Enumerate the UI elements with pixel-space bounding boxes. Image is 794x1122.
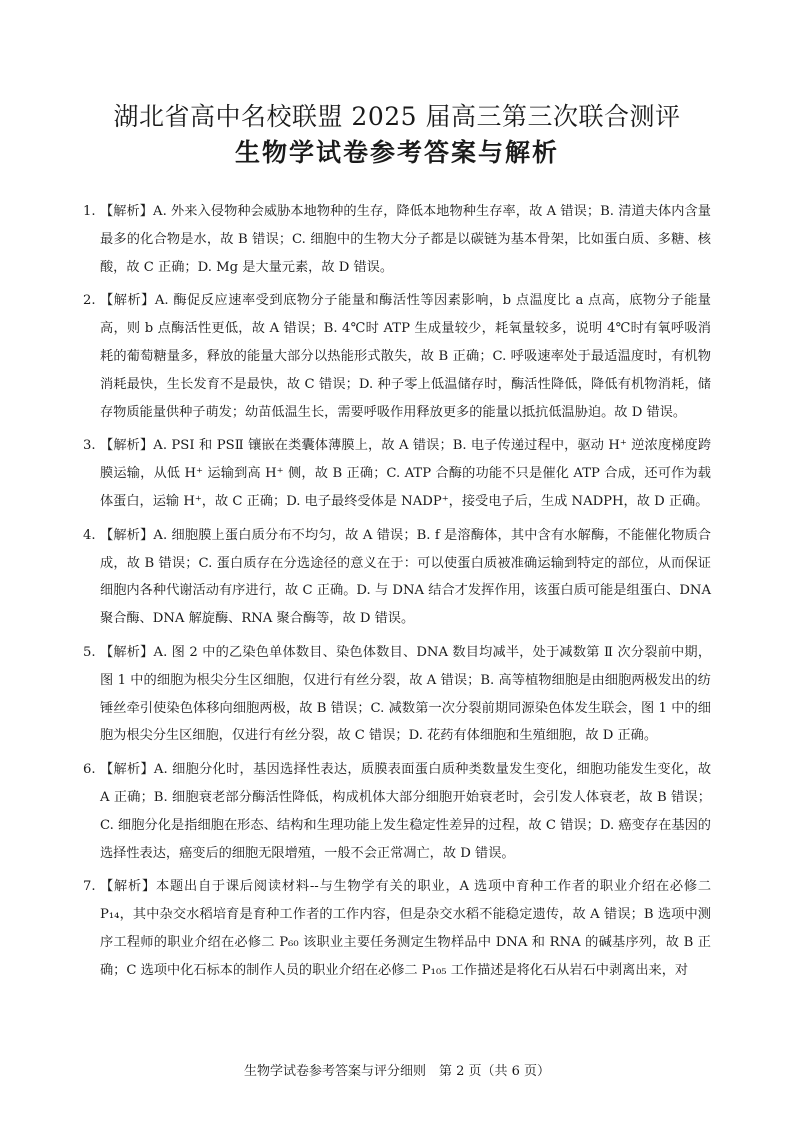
answer-item-4 (83, 522, 711, 633)
item-number: 2. (83, 293, 96, 309)
analysis-tag: 【解析】 (100, 879, 156, 895)
analysis-tag: 【解析】 (100, 438, 154, 454)
item-number: 1. (83, 204, 96, 219)
analysis-text: 本题出自于课后阅读材料--与生物学有关的职业，A 选项中育种工作者的职业介绍在必修二 P₁₄，其中杂交水稻培育是育种工作者的工作内容，但是杂交水稻不能稳定遗传，故 A 错误；B 选项中测序工程师的职业介绍在必修二 P₆₀ 该职业主要任务测定生物样品中 DNA 和 RNA 的碱基序列，故 B 正确；C 选项中化石标本的制作人员的职业介绍在必修二 P₁₀₅ 工作描述是将化石从岩石中剥离出来，对 (100, 879, 712, 978)
analysis-text: A. 细胞分化时，基因选择性表达，质膜表面蛋白质种类数量发生变化，细胞功能发生变化，故 A 正确；B. 细胞衰老部分酶活性降低，构成机体大部分细胞开始衰老时，会引发人体衰老，故 B 错误；C. 细胞分化是指细胞在形态、结构和生理功能上发生稳定性差异的过程，故 C 错误；D. 癌变存在基因的选择性表达，癌变后的细胞无限增殖，一般不会正常凋亡，故 D 错误。 (100, 762, 712, 861)
item-number: 6. (83, 762, 96, 778)
item-number: 4. (83, 527, 96, 543)
analysis-tag: 【解析】 (100, 762, 154, 778)
analysis-text: A. 图 2 中的乙染色单体数目、染色体数目、DNA 数目均减半，处于减数第 Ⅱ 次分裂前中期，图 1 中的细胞为根尖分生区细胞，仅进行有丝分裂，故 A 错误；B. 高等植物细胞是由细胞两极发出的纺锤丝牵引使染色体移向细胞两极，故 B 错误；C. 减数第一次分裂前期同源染色体发生联会，图 1 中的细胞为根尖分生区细胞，仅进行有丝分裂，故 C 错误；D. 花药有体细胞和生殖细胞，故 D 正确。 (100, 644, 712, 744)
item-number: 3. (83, 438, 96, 454)
analysis-tag: 【解析】 (100, 527, 154, 543)
answer-item-6 (83, 756, 711, 867)
answer-item-3 (83, 432, 711, 515)
analysis-text: A. 细胞膜上蛋白质分布不均匀，故 A 错误；B. f 是溶酶体，其中含有水解酶，不能催化物质合成，故 B 错误；C. 蛋白质存在分选途径的意义在于：可以使蛋白质被准确运输到特定的部位，从而保证细胞内各种代谢活动有序进行，故 C 正确。D. 与 DNA 结合才发挥作用，该蛋白质可能是组蛋白、DNA 聚合酶、DNA 解旋酶、RNA 聚合酶等，故 D 错误。 (100, 527, 711, 627)
analysis-tag: 【解析】 (100, 293, 155, 309)
analysis-tag: 【解析】 (100, 644, 154, 660)
answer-item-7 (83, 873, 711, 984)
page-footer: 生物学试卷参考答案与评分细则 第 2 页（共 6 页） (243, 1064, 551, 1079)
analysis-text: A. 酶促反应速率受到底物分子能量和酶活性等因素影响，b 点温度比 a 点高，底物分子能量高，则 b 点酶活性更低，故 A 错误；B. 4℃时 ATP 生成量较少，耗氧量较多，说明 4℃时有氧呼吸消耗的葡萄糖量多，释放的能量大部分以热能形式散失，故 B 正确；C. 呼吸速率处于最适温度时，有机物消耗最快，生长发育不是最快，故 C 错误；D. 种子零上低温储存时，酶活性降低，降低有机物消耗，储存物质能量供种子萌发；幼苗低温生长，需要呼吸作用释放更多的能量以抵抗低温胁迫。故 D 错误。 (100, 293, 711, 420)
document-subtitle: 生物学试卷参考答案与解析 (234, 138, 559, 167)
answer-list (83, 198, 711, 991)
analysis-text: A. 外来入侵物种会威胁本地物种的生存，降低本地物种生存率，故 A 错误；B. 清道夫体内含量最多的化合物是水，故 B 错误；C. 细胞中的生物大分子都是以碳链为基本骨架，比如蛋白质、多糖、核酸，故 C 正确；D. Mg 是大量元素，故 D 错误。 (100, 204, 711, 275)
analysis-tag: 【解析】 (100, 204, 154, 219)
document-title: 湖北省高中名校联盟 2025 届高三第三次联合测评 (113, 102, 681, 131)
answer-item-2 (83, 287, 711, 426)
answer-item-5 (83, 639, 711, 750)
item-number: 7. (83, 879, 96, 895)
answer-item-1 (83, 198, 711, 281)
item-number: 5. (83, 644, 96, 660)
analysis-text: A. PSⅠ 和 PSⅡ 镶嵌在类囊体薄膜上，故 A 错误；B. 电子传递过程中，驱动 H⁺ 逆浓度梯度跨膜运输，从低 H⁺ 运输到高 H⁺ 侧，故 B 正确；C. ATP 合酶的功能不只是催化 ATP 合成，还可作为载体蛋白，运输 H⁺，故 C 正确；D. 电子最终受体是 NADP⁺，接受电子后，生成 NADPH，故 D 正确。 (100, 438, 712, 509)
